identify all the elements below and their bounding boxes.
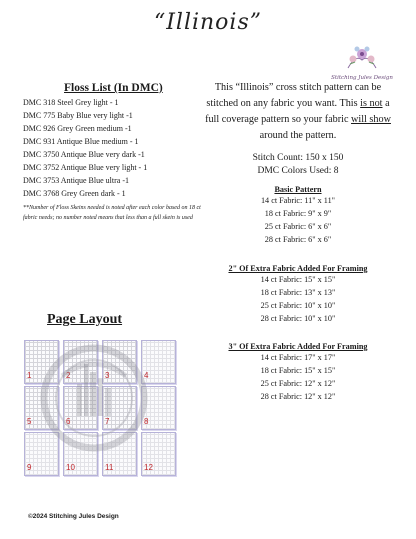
page-number: 5 [27,417,32,426]
floss-note: **Number of Floss Skeins needed is noted after each color based on 18 ct fabric needs; no number noted means that less than a full skein is used [23,205,201,221]
layout-page [63,340,98,384]
intro-text: a full coverage pattern so your fabric [205,98,390,125]
floss-item: DMC 318 Steel Grey light - 1 [23,98,119,107]
stitch-info [205,152,391,178]
fabric-size-row: 25 ct Fabric: 12" x 12" [260,379,336,388]
page-layout-grid [22,338,178,472]
layout-page [24,340,59,384]
floss-item: DMC 3750 Antique Blue very dark -1 [23,150,145,159]
page-number: 9 [27,463,32,472]
fabric-size-row: 25 ct Fabric: 10" x 10" [260,301,336,310]
layout-page [141,386,176,430]
floss-item: DMC 3753 Antique Blue ultra -1 [23,176,129,185]
floss-list [23,96,147,200]
layout-page [141,432,176,476]
intro-emphasis: is not [360,98,383,109]
intro-text: around the pattern. [259,130,337,141]
floss-item: DMC 931 Antique Blue medium - 1 [23,137,139,146]
page-number: 8 [144,417,149,426]
pattern-intro [205,80,391,144]
page-number: 3 [105,371,110,380]
floss-item: DMC 926 Grey Green medium -1 [23,124,132,133]
fabric-size-row: 14 ct Fabric: 11" x 11" [260,196,336,205]
floral-logo-icon [342,44,382,74]
brand-name: Stitching Jules Design [331,75,393,81]
page-number: 11 [105,463,114,472]
floss-item: DMC 3768 Grey Green dark - 1 [23,189,126,198]
copyright-footer: ©2024 Stitching Jules Design [28,513,119,520]
page-number: 4 [144,371,149,380]
fabric-size-row: 14 ct Fabric: 15" x 15" [260,275,336,284]
floss-list-title: Floss List (In DMC) [64,82,163,94]
fabric-size-row: 18 ct Fabric: 9" x 9" [264,209,332,218]
layout-page [102,340,137,384]
page-number: 2 [66,371,71,380]
fabric-size-row: 25 ct Fabric: 6" x 6" [264,222,332,231]
page-layout-title: Page Layout [47,312,123,327]
layout-page [63,386,98,430]
dmc-colors-count: DMC Colors Used: 8 [257,166,339,176]
intro-text: This “Illinois” cross stitch pattern can be stitched on any fabric you want. This [206,82,382,109]
floss-item: DMC 775 Baby Blue very light -1 [23,111,133,120]
stitch-count: Stitch Count: 150 x 150 [252,153,344,163]
fabric-size-row: 28 ct Fabric: 10" x 10" [260,314,336,323]
page-number: 7 [105,417,110,426]
extra-3in-heading: 3" Of Extra Fabric Added For Framing [228,342,368,351]
layout-page [24,386,59,430]
basic-pattern-sizes [205,185,391,246]
page-title: “Illinois” [153,10,263,35]
fabric-size-row: 28 ct Fabric: 6" x 6" [264,235,332,244]
layout-page [102,386,137,430]
floss-item: DMC 3752 Antique Blue very light - 1 [23,163,148,172]
fabric-size-row: 18 ct Fabric: 13" x 13" [260,288,336,297]
page-number: 1 [27,371,32,380]
extra-3in-sizes [205,342,391,403]
extra-2in-sizes [205,264,391,325]
page-number: 10 [66,463,75,472]
layout-page [141,340,176,384]
page-number: 12 [144,463,153,472]
fabric-size-row: 28 ct Fabric: 12" x 12" [260,392,336,401]
basic-pattern-heading: Basic Pattern [274,185,322,194]
brand-logo [320,44,404,81]
intro-emphasis: will show [351,114,391,125]
layout-page [102,432,137,476]
extra-2in-heading: 2" Of Extra Fabric Added For Framing [228,264,368,273]
fabric-size-row: 14 ct Fabric: 17" x 17" [260,353,336,362]
page-number: 6 [66,417,71,426]
layout-page [24,432,59,476]
fabric-size-row: 18 ct Fabric: 15" x 15" [260,366,336,375]
layout-page [63,432,98,476]
